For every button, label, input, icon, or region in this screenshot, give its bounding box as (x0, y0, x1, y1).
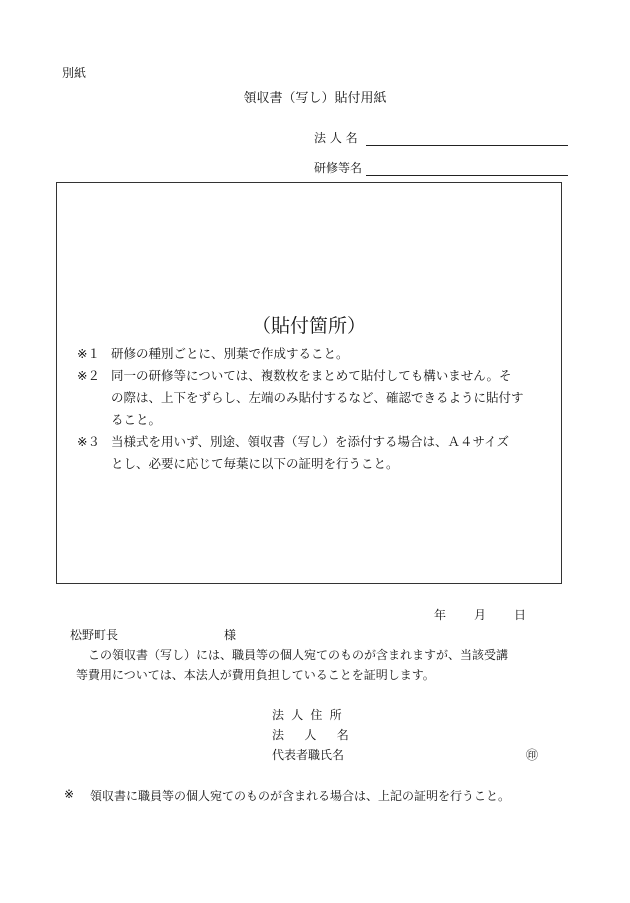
date-year: 年 (434, 608, 447, 622)
representative-label: 代表者職氏名 (272, 748, 345, 762)
certificate-body-line2: 等費用については、本法人が費用負担していることを証明します。 (76, 668, 435, 682)
footnote-mark: ※ (64, 787, 75, 801)
date-month: 月 (474, 608, 487, 622)
note-line: とし、必要に応じて毎葉に以下の証明を行うこと。 (111, 456, 399, 471)
name-label: 法人名 (272, 728, 370, 742)
note-mark: ※３ (77, 434, 100, 449)
note-1 (77, 343, 349, 365)
corporation-name-line (366, 145, 568, 146)
note-3 (77, 431, 509, 475)
note-mark: ※１ (77, 346, 100, 361)
note-line: の際は、上下をずらし、左端のみ貼付するなど、確認できるように貼付す (111, 390, 524, 405)
attachment-label: 別紙 (62, 66, 87, 80)
note-2 (77, 365, 524, 431)
note-line: 同一の研修等については、複数枚をまとめて貼付しても構いません。そ (111, 368, 512, 383)
note-line: 研修の種別ごとに、別葉で作成すること。 (111, 346, 349, 361)
page-title: 領収書（写し）貼付用紙 (243, 91, 387, 106)
note-line: 当様式を用いず、別途、領収書（写し）を添付する場合は、Ａ４サイズ (111, 434, 510, 449)
date-day: 日 (514, 608, 527, 622)
note-mark: ※２ (77, 368, 100, 383)
paste-area-heading: （貼付箇所） (251, 315, 366, 337)
seal-mark: ㊞ (526, 748, 539, 762)
note-line: ること。 (111, 412, 162, 427)
honorific: 様 (224, 628, 237, 642)
address-label: 法人住所 (272, 708, 349, 722)
footnote-text: 領収書に職員等の個人宛てのものが含まれる場合は、上記の証明を行うこと。 (90, 789, 511, 803)
paste-area-box (56, 182, 562, 584)
training-name-line (366, 175, 568, 176)
training-name-label: 研修等名 (314, 161, 363, 175)
certificate-body-line1: この領収書（写し）には、職員等の個人宛てのものが含まれますが、当該受講 (88, 648, 509, 662)
addressee: 松野町長 (70, 628, 119, 642)
corporation-name-label: 法 人 名 (314, 131, 358, 145)
